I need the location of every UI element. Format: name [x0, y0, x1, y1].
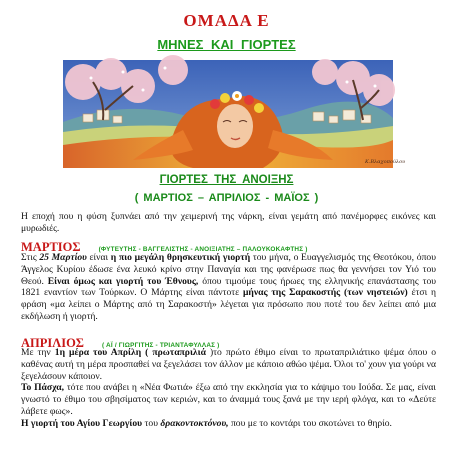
spring-months: ( ΜΑΡΤΙΟΣ – ΑΠΡΙΛΙΟΣ - ΜΑΪΟΣ )	[134, 192, 319, 204]
page-title: ΟΜΑΔΑ Ε	[183, 11, 270, 30]
april-name: ΑΠΡΙΛΙΟΣ	[21, 336, 84, 350]
page-subtitle: ΜΗΝΕΣ ΚΑΙ ΓΙΟΡΤΕΣ	[157, 37, 296, 52]
intro-paragraph: Η εποχή που η φύση ξυπνάει από την χειμερινή της νάρκη, είναι γεμάτη από πανέμορφες εικόνες και μυρωδιές.	[21, 211, 436, 234]
april-paragraph: Με την 1η μέρα του Απρίλη ( πρωταπριλιά )το πρώτο έθιμο είναι το πρωταπριλιάτικο ψέμα όπου ο καθένας αυτή τη μέρα προσπαθεί να ξεγελάσει τον άλλον με κάποιο αθώο ψέμα. Όλοι το' χουν για γούρι να ξεγελάσουν κάποιον. Το Πάσχα, τότε που ανάβει η «Νέα Φωτιά» έξω από την εκκλησία για το κάψιμο του Ιούδα. Σε μας, είναι γνωστό το έθιμο του σβησίματος των κεριών, και το άναμμά τους ξανά με την ιερή φλόγα, και το «Δεύτε λάβετε φως». Η γιορτή του Αγίου Γεωργίου του δρακοντοκτόνου, που με το κοντάρι του σκοτώνει το θηρίο.	[21, 347, 436, 429]
march-paragraph: Στις 25 Μαρτίου είναι η πιο μεγάλη θρησκευτική γιορτή του μήνα, ο Ευαγγελισμός της Θεοτόκου, όπου Άγγελος Κυρίου έδωσε ένα λευκό κρίνο στην Παναγία και της φανέρωσε πως θα γεννήσει τον Υιό του Θεού. Είναι όμως και γιορτή του Έθνους, όπου τιμούμε τους ήρωες της ελληνικής επανάστασης του 1821 εναντίον των Τούρκων. Ο Μάρτης είναι πάντοτε μήνας της Σαρακοστής (των νηστειών) έτσι η φράση «μα λείπει ο Μάρτης από τη Σαρακοστή» λέγεται για πρόσωπο που ποτέ του δεν λείπει από μια εκδήλωση ή γιορτή.	[21, 252, 437, 322]
spring-heading: ΓΙΟΡΤΕΣ ΤΗΣ ΑΝΟΙΞΗΣ	[159, 174, 294, 186]
painting-signature: Κ.Βλαχοπούλου	[365, 159, 406, 165]
march-name: ΜΑΡΤΙΟΣ	[21, 240, 81, 254]
april-nicknames: ( ΑΪ / ΓΙΩΡΓΙΤΗΣ - ΤΡΙΑΝΤΑΦΥΛΛΑΣ )	[101, 342, 220, 349]
march-nicknames: (ΦΥΤΕΥΤΗΣ - ΒΑΓΓΕΛΙΣΤΗΣ - ΑΝΟΙΞΙΑΤΗΣ – ΠΑΛΟΥΚΟΚΑΦΤΗΣ )	[98, 246, 308, 253]
spring-painting	[63, 60, 406, 168]
